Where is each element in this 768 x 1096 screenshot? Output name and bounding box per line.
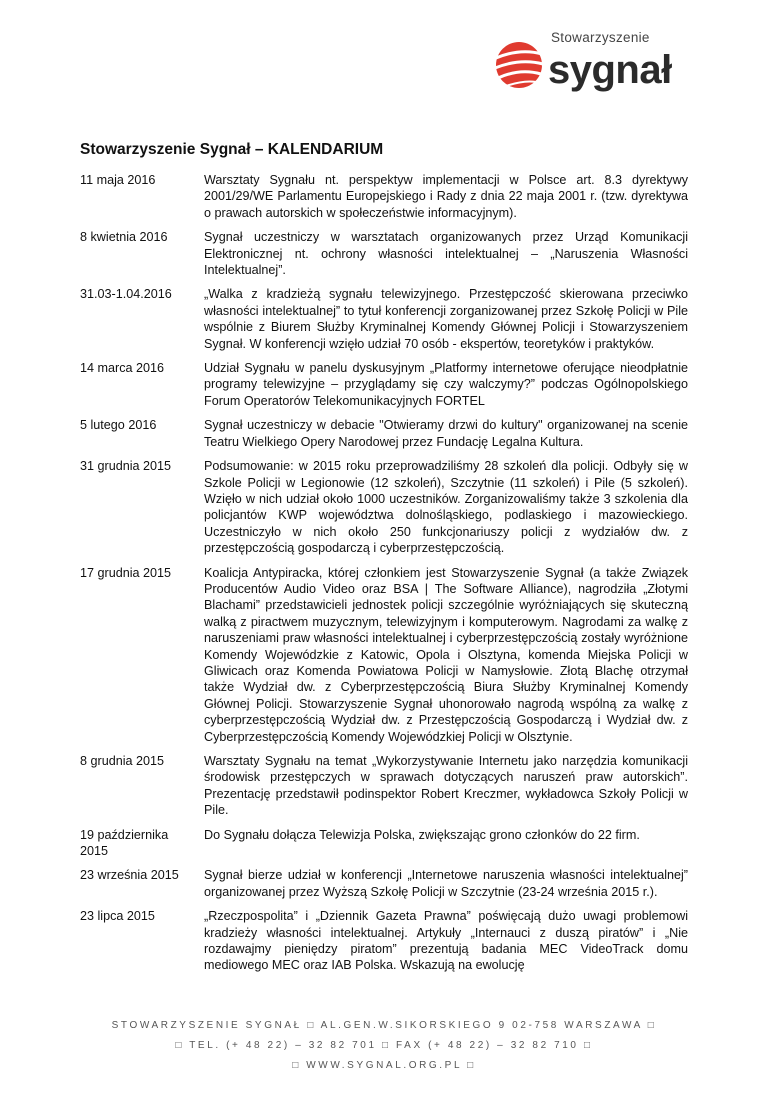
footer-address: STOWARZYSZENIE SYGNAŁ □ AL.GEN.W.SIKORSKIEGO 9 02-758 WARSZAWA □ — [111, 1019, 657, 1031]
entry-date: 19 października 2015 — [80, 827, 169, 859]
calendar-entry — [80, 827, 688, 860]
calendar-entry — [80, 417, 688, 450]
entry-date: 11 maja 2016 — [80, 173, 156, 187]
entry-date: 8 kwietnia 2016 — [80, 230, 168, 245]
entry-date: 8 grudnia 2015 — [80, 754, 165, 768]
entry-text: Do Sygnału dołącza Telewizja Polska, zwiększając grono członków do 22 firm. — [204, 827, 640, 842]
calendar-entry — [80, 172, 688, 221]
entry-text: Sygnał uczestniczy w warsztatach organizowanych przez Urząd Komunikacji Elektronicznej nt. ochrony własności intelektualnej – „Naruszenia Własności Intelektualnej”. — [204, 230, 688, 278]
page-footer — [0, 1016, 768, 1096]
entry-text: „Rzeczpospolita” i „Dziennik Gazeta Prawna” poświęcają dużo uwagi problemowi kradzieży własności intelektualnej. Artykuły „Internauci z duszą piratów” i „Nie rozdawajmy pieniędzy piratom” prezentują badania MEC VideoTrack domu mediowego MEC oraz IAB Polska. Wskazują na ewolucję — [204, 909, 688, 973]
entry-text: Udział Sygnału w panelu dyskusyjnym „Platformy internetowe oferujące nieodpłatnie programy telewizyjne – przyglądamy się czy walczymy?” podczas Ogólnopolskiego Forum Operatorów Telekomunikacyjnych FORTEL — [204, 361, 688, 408]
entry-text: Sygnał uczestniczy w debacie "Otwieramy drzwi do kultury" organizowanej na scenie Teatru Wielkiego Opery Narodowej przez Fundację Legalna Kultura. — [204, 418, 688, 449]
calendar-entry — [80, 908, 688, 974]
entry-text: Koalicja Antypiracka, której członkiem jest Stowarzyszenie Sygnał (a także Związek Producentów Audio Video oraz BSA | The Software Alliance), nagrodziła „Złotymi Blachami” przedstawicieli jednostek policji szczególnie wyróżniających się skuteczną walką z piractwem muzycznym, telewizyjnym i komputerowym. Nagrodami za walkę z naruszeniami praw własności intelektualnej i cyberprzestępczością zostały wyróżnione Komendy Wojewódzkie z Katowic, Opola i Olsztyna, komenda Miejska Policji w Gliwicach oraz Komenda Powiatowa Policji w Namysłowie. Złotą Blachę otrzymał także Wydział dw. z Cyberprzestępczością Biura Służby Kryminalnej Komendy Głównej Policji. Stowarzyszenie Sygnał uhonorowało nagrodą wspólną za walkę z cyberprzestępczością Wydział dw. z Przestępczością Gospodarczą i Wydział dw. z Cyberprzestępczością Komendy Wojewódzkiej Policji w Olsztynie. — [204, 565, 688, 744]
entry-text: Warsztaty Sygnału na temat „Wykorzystywanie Internetu jako narzędzia komunikacji środowisk przestępczych w sprawach dotyczących naruszeń praw autorskich”. Prezentację przedstawił podinspektor Robert Kreczmer, wykładowca Szkoły Policji w Pile. — [204, 754, 688, 818]
calendar-entry — [80, 753, 688, 819]
entry-date: 31 grudnia 2015 — [80, 459, 172, 474]
entry-text: Sygnał bierze udział w konferencji „Internetowe naruszenia własności intelektualnej” organizowanej przez Wyższą Szkołę Policji w Szczytnie (23-24 września 2015 r.). — [204, 868, 688, 899]
calendar-entry — [80, 360, 688, 409]
entry-date: 14 marca 2016 — [80, 361, 165, 376]
calendar-entries — [80, 172, 688, 974]
logo-subtitle: Stowarzyszenie — [551, 30, 650, 45]
logo-name: sygnał — [548, 48, 672, 92]
footer-website: □ WWW.SYGNAL.ORG.PL □ — [292, 1059, 476, 1071]
entry-date: 17 grudnia 2015 — [80, 565, 172, 580]
page-title: Stowarzyszenie Sygnał – KALENDARIUM — [80, 141, 384, 158]
sygnal-logo — [494, 30, 714, 96]
entry-text: Warsztaty Sygnału nt. perspektyw implementacji w Polsce art. 8.3 dyrektywy 2001/29/WE Parlamentu Europejskiego i Rady z dnia 22 maja 2001 r. (tzw. dyrektywa o prawach autorskich w społeczeństwie informacyjnym). — [204, 173, 688, 220]
calendar-entry — [80, 867, 688, 900]
footer-phone-fax: □ TEL. (+ 48 22) – 32 82 701 □ FAX (+ 48 22) – 32 82 710 □ — [175, 1039, 593, 1051]
calendar-entry — [80, 565, 688, 745]
entry-text: Podsumowanie: w 2015 roku przeprowadziliśmy 28 szkoleń dla policji. Odbyły się w Szkole Policji w Legionowie (12 szkoleń), Szczytnie (11 szkoleń) i Pile (5 szkoleń). Wzięło w nich udział około 1000 uczestników. Zorganizowaliśmy także 3 szkolenia dla policjantów KWP województwa dolnośląskiego, podlaskiego i mazowieckiego. Uczestniczyło w nich około 250 funkcjonariuszy policji z wydziałów dw. z przestępczością gospodarczą i cyberprzestępczością. — [204, 459, 688, 556]
entry-date: 23 lipca 2015 — [80, 909, 155, 924]
entry-text: „Walka z kradzieżą sygnału telewizyjnego. Przestępczość skierowana przeciwko własności intelektualnej” to tytuł konferencji zorganizowanej przez Szkołę Policji w Pile wspólnie z Biurem Służby Kryminalnej Komendy Głównej Policji i Stowarzyszeniem Sygnał. W konferencji wzięło udział 70 osób - ekspertów, teoretyków i praktyków. — [204, 287, 688, 351]
entry-date: 5 lutego 2016 — [80, 418, 157, 433]
calendar-entry — [80, 229, 688, 278]
entry-date: 23 września 2015 — [80, 868, 179, 883]
calendar-entry — [80, 458, 688, 556]
calendar-entry — [80, 286, 688, 352]
entry-date: 31.03-1.04.2016 — [80, 287, 172, 302]
sphere-logo-icon — [494, 40, 546, 90]
